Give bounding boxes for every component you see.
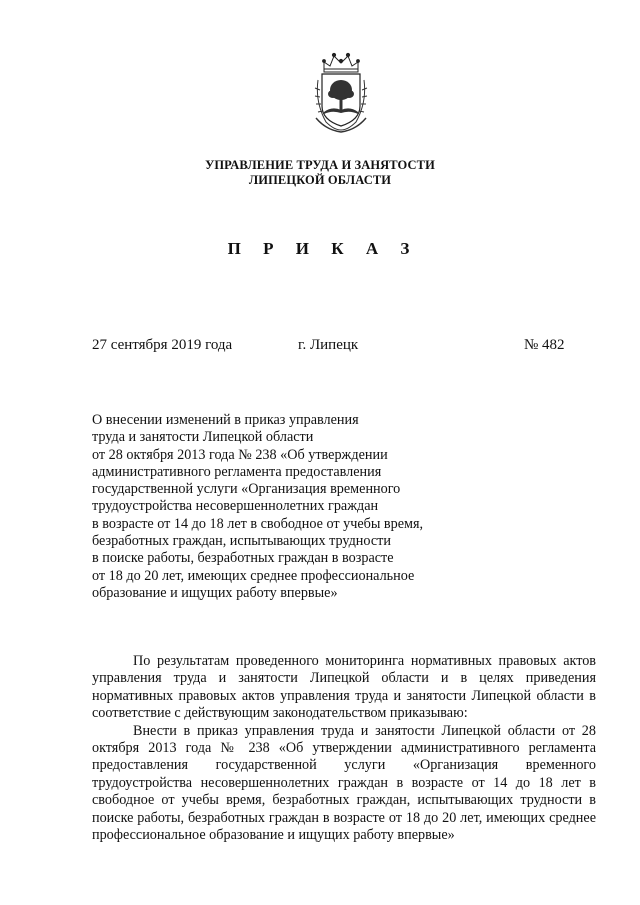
subject-line: от 18 до 20 лет, имеющих среднее профессиональное xyxy=(92,567,415,584)
subject-line: безработных граждан, испытывающих трудности xyxy=(92,533,391,550)
body-paragraph: Внести в приказ управления труда и занятости Липецкой области от 28 октября 2013 года № 238 «Об утверждении административного регламента предоставления государственной услуги «Организация временного трудоустройства несовершеннолетних граждан в возрасте от 14 до 18 лет в свободное от учебы время, безработных граждан, испытывающих трудности в поиске работы, безработных граждан в возрасте от 18 до 20 лет, имеющих среднее профессиональное образование и ищущих работу впервые» xyxy=(92,722,596,844)
document-body xyxy=(92,653,596,844)
subject-line: О внесении изменений в приказ управления xyxy=(92,412,359,428)
subject-line: трудоустройства несовершеннолетних граждан xyxy=(92,498,379,515)
body-paragraph: По результатам проведенного мониторинга нормативных правовых актов управления труда и занятости Липецкой области и в целях приведения нормативных правовых актов управления труда и занятости Липецкой области в соответствие с действующим законодательством приказываю: xyxy=(92,653,596,722)
subject-line: административного регламента предоставления xyxy=(92,463,382,480)
coat-of-arms-icon xyxy=(312,50,370,134)
document-city: г. Липецк xyxy=(298,337,359,353)
subject-line: от 28 октября 2013 года № 238 «Об утверждении xyxy=(92,446,388,463)
organization-name-line2: ЛИПЕЦКОЙ ОБЛАСТИ xyxy=(248,173,392,187)
document-type-title: П Р И К А З xyxy=(227,239,419,258)
subject-line: в поиске работы, безработных граждан в возрасте xyxy=(92,550,394,567)
subject-line: в возрасте от 14 до 18 лет в свободное от учебы время, xyxy=(92,515,424,532)
document-subject xyxy=(92,412,512,602)
document-number: № 482 xyxy=(524,337,565,353)
subject-line: труда и занятости Липецкой области xyxy=(92,429,314,446)
document-date: 27 сентября 2019 года xyxy=(92,337,233,353)
subject-line: государственной услуги «Организация временного xyxy=(92,481,401,498)
subject-line: образование и ищущих работу впервые» xyxy=(92,584,338,601)
organization-name-line1: УПРАВЛЕНИЕ ТРУДА И ЗАНЯТОСТИ xyxy=(205,158,435,172)
